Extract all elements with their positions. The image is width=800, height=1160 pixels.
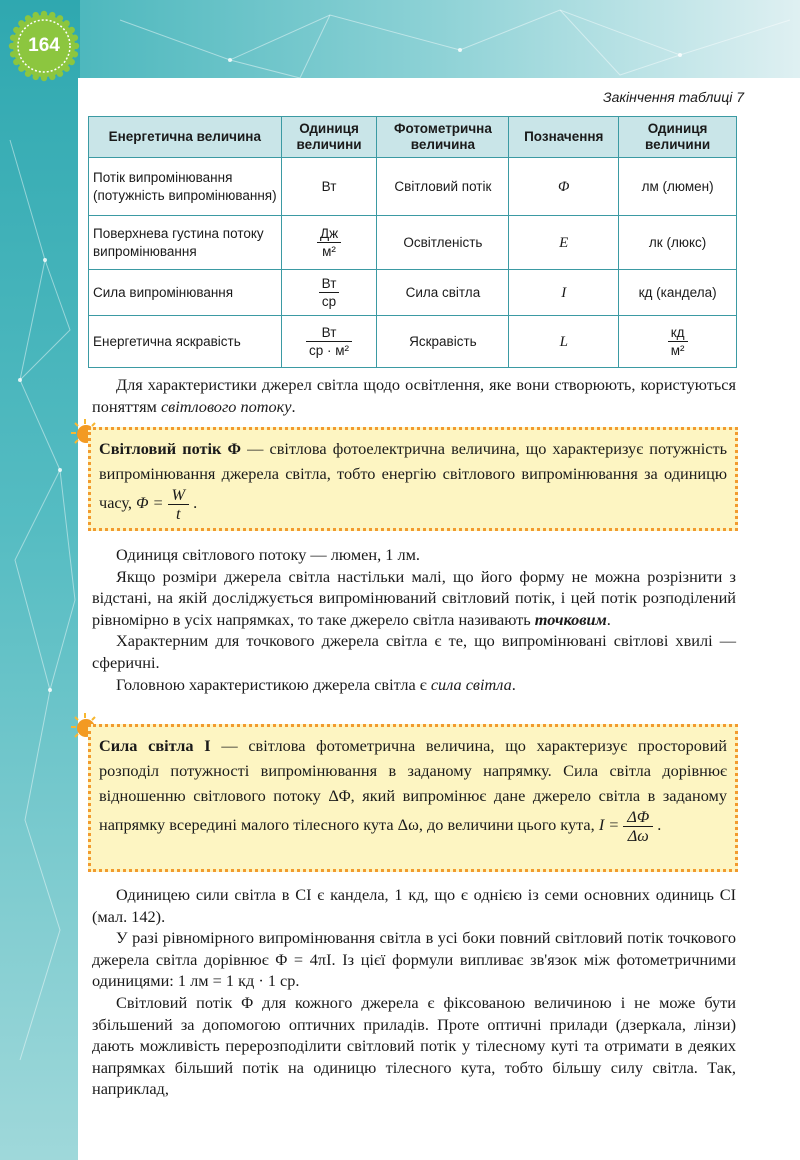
paragraphs-middle xyxy=(92,544,736,695)
photometric-unit-cell: лк (люкс) xyxy=(619,216,737,270)
table-caption: Закінчення таблиці 7 xyxy=(603,89,744,105)
energy-quantity-cell: Поверхнева густина потоку випромінювання xyxy=(89,216,282,270)
symbol-cell xyxy=(509,316,619,368)
symbol: L xyxy=(559,333,568,350)
unit-denominator: м² xyxy=(670,343,685,358)
page-number: 164 xyxy=(28,35,60,56)
emphasis: сила світла xyxy=(430,674,512,694)
emphasis: точковим xyxy=(534,609,607,629)
paragraph: Характерним для точкового джерела світла є те, що випромінювані світлові хвилі — сферичні. xyxy=(92,631,736,672)
paragraphs-bottom xyxy=(92,884,736,1100)
text-run: . xyxy=(657,815,662,835)
formula-lhs: Φ = xyxy=(136,493,164,513)
photometric-unit-cell xyxy=(619,316,737,368)
photometric-quantity-cell: Яскравість xyxy=(377,316,509,368)
unit-numerator: Вт xyxy=(319,275,340,293)
formula-fraction xyxy=(168,486,190,523)
symbol: Φ xyxy=(558,178,570,195)
text-run: . xyxy=(291,396,296,416)
photometric-quantity-cell: Сила світла xyxy=(377,270,509,316)
symbol-cell xyxy=(509,158,619,216)
definition-text: — світлова фотоелектрична величина, що характеризує потужність випромінювання джерела світла, тобто енергію світлового випромінювання за одиницю часу, xyxy=(99,439,728,513)
energy-quantity-cell: Сила випромінювання xyxy=(89,270,282,316)
photometric-unit-cell: лм (люмен) xyxy=(619,158,737,216)
photometry-table xyxy=(88,116,737,368)
symbol: I xyxy=(561,284,567,301)
energy-unit-cell xyxy=(281,270,377,316)
symbol-cell xyxy=(509,216,619,270)
paragraph-intro xyxy=(92,374,736,417)
formula-numerator: W xyxy=(168,486,190,505)
text-run: . xyxy=(511,674,516,694)
table-row xyxy=(89,270,737,316)
photometric-quantity-cell: Світловий потік xyxy=(377,158,509,216)
paragraph xyxy=(92,674,736,696)
paragraph xyxy=(92,566,736,631)
definition-box-luminous-intensity xyxy=(88,724,738,872)
paragraph: Одиниця світлового потоку — люмен, 1 лм. xyxy=(116,545,420,564)
symbol: E xyxy=(559,234,569,251)
formula-lhs: I = xyxy=(598,815,620,835)
energy-unit-cell xyxy=(281,216,377,270)
definition-term: Сила світла I xyxy=(99,736,211,755)
table-header-cell: Одиниця величини xyxy=(619,117,737,158)
table-row xyxy=(89,216,737,270)
energy-quantity-cell: Потік випромінювання (потужність випромінювання) xyxy=(89,158,282,216)
text-run: Якщо розміри джерела світла настільки малі, що його форму не можна розрізнити з відстані, на якій досліджується випромінюваний світловий потік, і цей потік розподілений рівномірно в усіх напрямках, то таке джерело світла називають xyxy=(92,566,736,629)
table-row xyxy=(89,158,737,216)
text-run: Головною характеристикою джерела світла є xyxy=(116,674,431,694)
paragraph: У разі рівномірного випромінювання світла в усі боки повний світловий потік точкового джерела світла дорівнює Φ = 4πI. Із цієї формули випливає зв'язок між фотометричними одиницями: 1 лм = 1 кд · 1 ср. xyxy=(92,928,736,991)
table-header-cell: Одиниця величини xyxy=(281,117,377,158)
unit-numerator: Дж xyxy=(317,225,341,243)
definition-term: Світловий потік Φ xyxy=(99,439,242,458)
paragraph: Одиницею сили світла в СІ є кандела, 1 кд, що є однією із семи основних одиниць СІ (мал. 142). xyxy=(92,885,736,926)
table-row xyxy=(89,316,737,368)
paragraph: Світловий потік Φ для кожного джерела є фіксованою величиною і не може бути збільшений за допомогою оптичних приладів. Проте оптичні прилади (дзеркала, лінзи) дають можливість перерозподілити світловий потік у тілесному куті та отримати в деяких напрямках більший потік на одиницю тілесного кута, тобто більшу силу світла. Так, наприклад, xyxy=(92,992,736,1099)
formula-denominator: Δω xyxy=(627,826,649,845)
energy-quantity-cell: Енергетична яскравість xyxy=(89,316,282,368)
symbol-cell xyxy=(509,270,619,316)
formula-denominator: t xyxy=(176,504,181,523)
emphasis: світлового потоку xyxy=(160,396,292,416)
photometric-quantity-cell: Освітленість xyxy=(377,216,509,270)
definition-text: — світлова фотометрична величина, що характеризує просторовий розподіл потужності випромінювання в заданому напрямку. Сила світла дорівнює відношенню світлового потоку ΔΦ, який випромінює дане джерело світла в заданому напрямку всередині малого тілесного кута Δω, до величини цього кута, xyxy=(99,736,727,835)
energy-unit-cell: Вт xyxy=(281,158,377,216)
text-run: Для характеристики джерел світла щодо освітлення, яке вони створюють, користуються поняттям xyxy=(92,375,736,416)
table-header-row xyxy=(89,117,737,158)
text-run: . xyxy=(606,609,611,629)
table-header-cell: Енергетична величина xyxy=(89,117,282,158)
photometric-unit-cell: кд (кандела) xyxy=(619,270,737,316)
definition-box-luminous-flux xyxy=(88,427,738,531)
table-header-cell: Позначення xyxy=(509,117,619,158)
text-run: . xyxy=(193,493,198,513)
formula-fraction xyxy=(623,808,653,845)
unit-denominator: ср xyxy=(321,294,337,309)
formula-numerator: ΔΦ xyxy=(623,808,653,827)
unit-denominator: м² xyxy=(322,244,336,259)
unit-numerator: Вт xyxy=(306,324,352,342)
unit-numerator: кд xyxy=(668,324,688,342)
unit-denominator: ср · м² xyxy=(309,343,350,358)
energy-unit-cell xyxy=(281,316,377,368)
table-header-cell: Фотометрична величина xyxy=(377,117,509,158)
